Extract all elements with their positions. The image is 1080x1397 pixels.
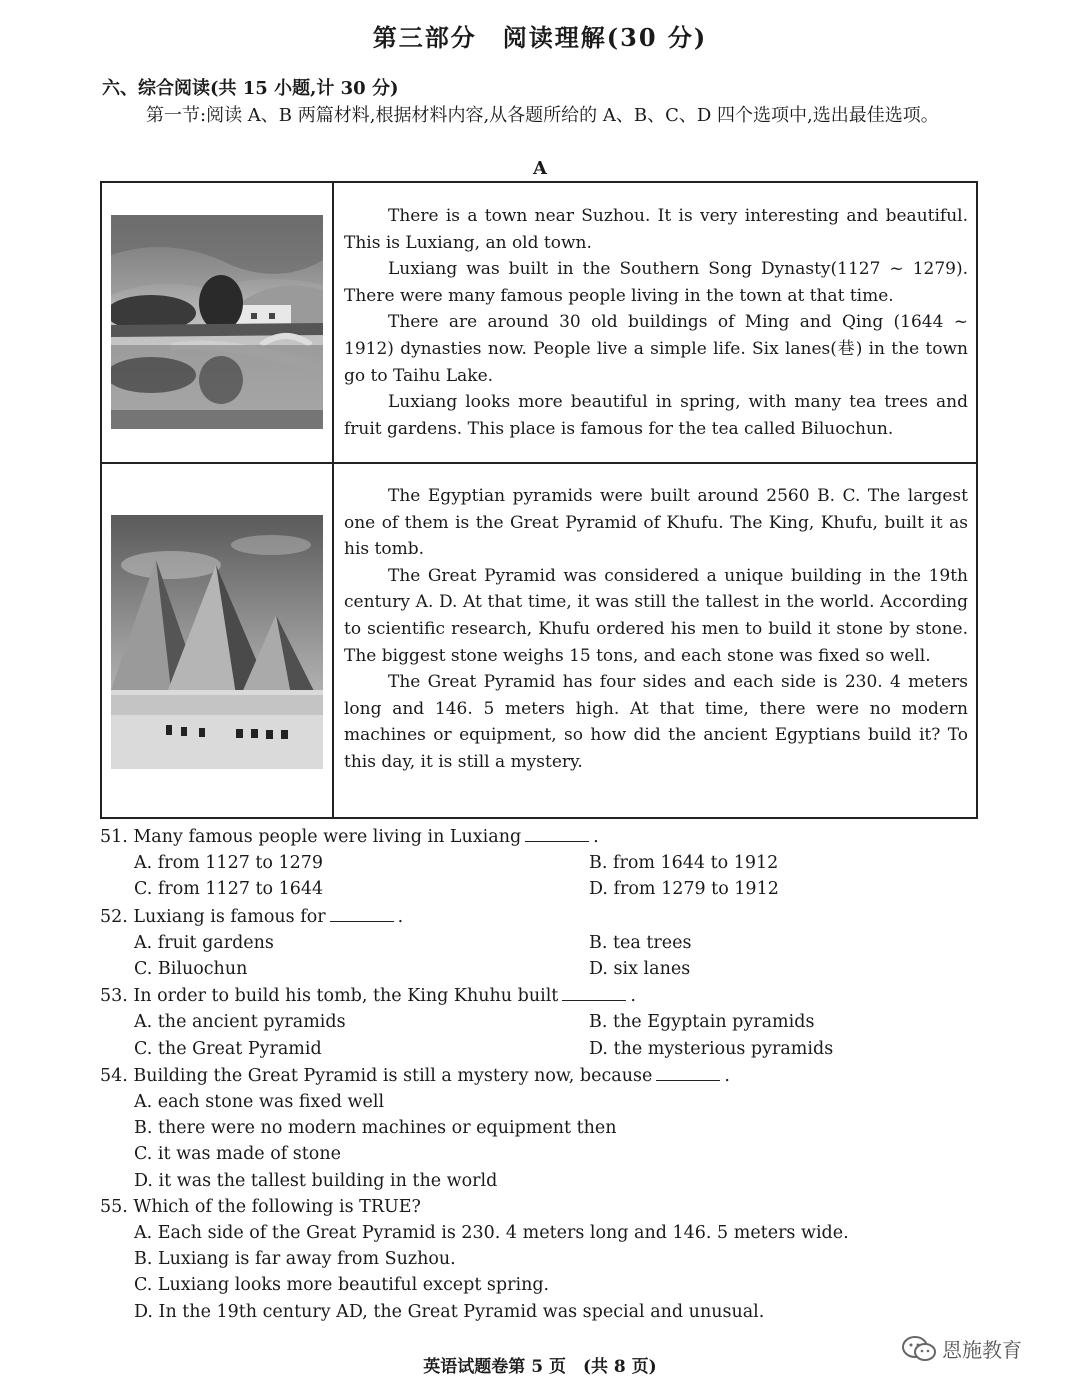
passage-pyramids [344, 483, 968, 776]
option[interactable]: C. Biluochun [134, 959, 248, 980]
option[interactable]: A. each stone was fixed well [134, 1092, 385, 1113]
instructions: 第一节:阅读 A、B 两篇材料,根据材料内容,从各题所给的 A、B、C、D 四个选项中,选出最佳选项。 [146, 105, 939, 126]
option[interactable]: D. the mysterious pyramids [589, 1038, 834, 1059]
question-stem: 51. Many famous people were living in Luxiang . [100, 823, 980, 850]
question-stem: 55. Which of the following is TRUE? [100, 1196, 421, 1217]
passage-luxiang [344, 203, 968, 442]
option[interactable]: B. tea trees [589, 932, 692, 953]
page-title: 第三部分 阅读理解(30 分) [372, 23, 708, 52]
passage-table [100, 181, 978, 819]
option[interactable]: B. there were no modern machines or equipment then [134, 1118, 617, 1139]
paragraph: There are around 30 old buildings of Ming and Qing (1644 ~ 1912) dynasties now. People live a simple life. Six lanes(巷) in the town go to Taihu Lake. [344, 312, 968, 386]
wechat-icon [902, 1335, 936, 1363]
table-divider-horizontal [102, 462, 976, 464]
watermark-text: 恩施教育 [942, 1338, 1022, 1362]
option[interactable]: A. the ancient pyramids [134, 1012, 346, 1033]
passage-label: A [533, 158, 547, 179]
answer-blank [330, 903, 394, 922]
option[interactable]: D. it was the tallest building in the world [134, 1170, 498, 1191]
question-stem: 52. Luxiang is famous for . [100, 903, 980, 930]
option[interactable]: A. fruit gardens [134, 932, 274, 953]
answer-blank [562, 982, 626, 1001]
section-heading: 六、综合阅读(共 15 小题,计 30 分) [102, 78, 399, 99]
paragraph: Luxiang looks more beautiful in spring, with many tea trees and fruit gardens. This place is famous for the tea called Biluochun. [344, 392, 968, 439]
option[interactable]: C. Luxiang looks more beautiful except spring. [134, 1275, 550, 1296]
option[interactable]: C. the Great Pyramid [134, 1038, 322, 1059]
option[interactable]: A. Each side of the Great Pyramid is 230. 4 meters long and 146. 5 meters wide. [134, 1223, 849, 1244]
paragraph: Luxiang was built in the Southern Song Dynasty(1127 ~ 1279). There were many famous people living in the town at that time. [344, 259, 968, 306]
pyramids-photo [111, 515, 323, 769]
paragraph: The Great Pyramid was considered a unique building in the 19th century A. D. At that time, it was still the tallest in the world. According to scientific research, Khufu ordered his men to build it stone by stone. The biggest stone weighs 15 tons, and each stone was fixed so well. [344, 565, 968, 666]
table-divider-vertical [332, 183, 334, 817]
paragraph: The Great Pyramid has four sides and each side is 230. 4 meters long and 146. 5 meters high. At that time, there were no modern machines or equipment, so how did the ancient Egyptians build it? To this day, it is still a mystery. [344, 672, 968, 772]
option[interactable]: C. from 1127 to 1644 [134, 879, 324, 900]
answer-blank [525, 823, 589, 842]
option[interactable]: A. from 1127 to 1279 [134, 853, 324, 874]
question-stem: 54. Building the Great Pyramid is still a mystery now, because . [100, 1062, 980, 1089]
paragraph: There is a town near Suzhou. It is very interesting and beautiful. This is Luxiang, an old town. [344, 206, 968, 253]
question-list [100, 823, 980, 1325]
question-stem: 53. In order to build his tomb, the King Khuhu built . [100, 982, 980, 1009]
option[interactable]: D. from 1279 to 1912 [589, 879, 779, 900]
page-footer: 英语试题卷第 5 页 (共 8 页) [423, 1357, 657, 1377]
option[interactable]: D. six lanes [589, 959, 691, 980]
paragraph: The Egyptian pyramids were built around 2560 B. C. The largest one of them is the Great Pyramid of Khufu. The King, Khufu, built it as his tomb. [344, 486, 968, 560]
option[interactable]: B. from 1644 to 1912 [589, 853, 779, 874]
option[interactable]: B. the Egyptain pyramids [589, 1012, 815, 1033]
answer-blank [656, 1062, 720, 1081]
option[interactable]: D. In the 19th century AD, the Great Pyramid was special and unusual. [134, 1301, 765, 1322]
option[interactable]: B. Luxiang is far away from Suzhou. [134, 1249, 456, 1270]
option[interactable]: C. it was made of stone [134, 1144, 341, 1165]
watermark [902, 1334, 1022, 1363]
luxiang-town-photo [111, 215, 323, 429]
